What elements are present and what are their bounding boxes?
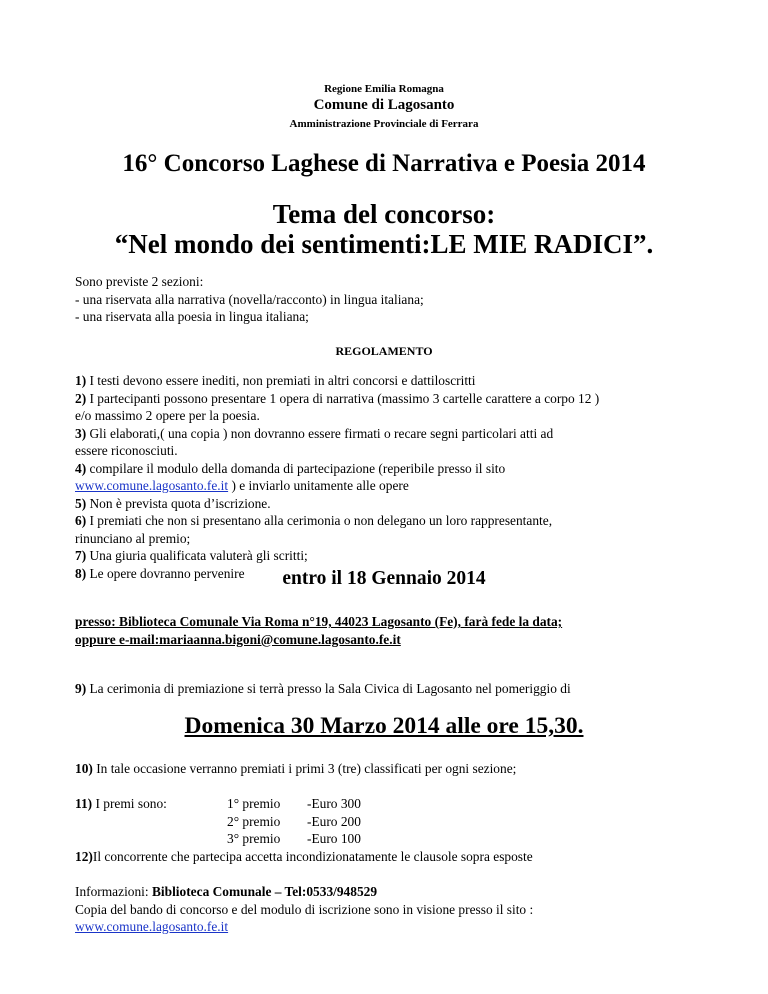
rule-item: [75, 760, 735, 778]
submission-address: [75, 613, 715, 648]
prize-amount: -Euro 200: [307, 813, 361, 829]
rule-item: [75, 848, 735, 866]
rule-item: [75, 495, 715, 513]
ceremony-date-text: Domenica 30 Marzo 2014 alle ore 15,30.: [184, 713, 584, 739]
prize-row: [75, 813, 715, 831]
intro-line: - una riservata alla narrativa (novella/racconto) in lingua italiana;: [75, 291, 424, 307]
rule-text: ) e inviarlo unitamente alle opere: [228, 478, 409, 493]
rule-number: 9): [75, 681, 87, 696]
rule-text: In tale occasione verranno premiati i primi 3 (tre) classificati per ogni sezione;: [92, 761, 517, 776]
prize-row: [75, 795, 715, 813]
prize-row: [75, 830, 715, 848]
rule-number: 4): [75, 460, 87, 476]
rule-item: [75, 372, 715, 390]
info-link-line: [75, 918, 735, 936]
intro-line: Sono previste 2 sezioni:: [75, 274, 204, 289]
rule-text: I partecipanti possono presentare 1 opera di narrativa (massimo 3 cartelle carattere a corpo 12 ): [86, 390, 600, 406]
prize-amount: -Euro 300: [307, 796, 361, 811]
prize-amount: -Euro 100: [307, 831, 361, 846]
rule-text: La cerimonia di premiazione si terrà presso la Sala Civica di Lagosanto nel pomeriggio di: [86, 681, 571, 696]
rule-number: 1): [75, 373, 87, 388]
contact-details: Biblioteca Comunale – Tel:0533/948529: [151, 884, 378, 899]
ceremony-date: [0, 713, 768, 740]
rule-number: 6): [75, 513, 87, 528]
deadline-date: entro il 18 Gennaio 2014: [282, 568, 486, 589]
rule-text: I testi devono essere inediti, non premiati in altri concorsi e dattiloscritti: [86, 373, 476, 388]
website-link[interactable]: www.comune.lagosanto.fe.it: [75, 478, 229, 493]
sections-intro: [75, 273, 715, 326]
rule-text: Gli elaborati,( una copia ) non dovranno essere firmati o recare segni particolari atti ad: [86, 425, 554, 441]
rule-number: 5): [75, 495, 87, 511]
rule-item: [75, 512, 715, 530]
rule-text-cont: rinunciano al premio;: [75, 530, 191, 546]
prize-place: 3° premio: [227, 831, 281, 846]
rule-text-cont: [75, 477, 715, 495]
province-header: Amministrazione Provinciale di Ferrara: [289, 118, 479, 130]
rule-text-cont: e/o massimo 2 opere per la poesia.: [75, 408, 260, 423]
email-line: oppure e-mail:mariaanna.bigoni@comune.lagosanto.fe.it: [75, 631, 401, 647]
rule-text: Il concorrente che partecipa accetta incondizionatamente le clausole sopra esposte: [92, 849, 533, 864]
rule-item: [75, 425, 715, 443]
rule-text: I premi sono:: [92, 796, 167, 811]
prize-place: 1° premio: [227, 796, 281, 811]
website-link[interactable]: www.comune.lagosanto.fe.it: [75, 919, 229, 934]
municipality-header: Comune di Lagosanto: [313, 97, 455, 113]
rule-number: 3): [75, 425, 87, 441]
rule-text: Non è prevista quota d’iscrizione.: [86, 495, 271, 511]
intro-line: - una riservata alla poesia in lingua italiana;: [75, 309, 309, 324]
regolamento-heading: REGOLAMENTO: [335, 344, 433, 358]
rule-item: [75, 547, 715, 565]
rule-number: 2): [75, 390, 87, 406]
region-header: Regione Emilia Romagna: [324, 83, 444, 95]
rule-text: I premiati che non si presentano alla cerimonia o non delegano un loro rappresentante,: [86, 513, 553, 528]
rule-text: Le opere dovranno pervenire: [86, 565, 245, 581]
theme-quote: “Nel mondo dei sentimenti:LE MIE RADICI”.: [114, 229, 654, 259]
info-line: [75, 883, 735, 901]
info-section: [75, 883, 735, 936]
rule-item: [75, 680, 735, 698]
rule-text: compilare il modulo della domanda di partecipazione (reperibile presso il sito: [86, 460, 506, 476]
rule-item: [75, 460, 715, 478]
prizes-list: [75, 795, 715, 848]
rule-number: 8): [75, 565, 87, 581]
prize-place: 2° premio: [227, 813, 281, 829]
info-label: Informazioni:: [75, 884, 152, 899]
rule-number: 11): [75, 796, 93, 811]
rule-number: 10): [75, 761, 93, 776]
copy-notice: Copia del bando di concorso e del modulo di iscrizione sono in visione presso il sito :: [75, 901, 534, 917]
rule-number: 7): [75, 548, 87, 563]
prizes-lead: [75, 795, 227, 813]
rule-text: Una giuria qualificata valuterà gli scritti;: [86, 548, 308, 563]
theme-heading: Tema del concorso:: [272, 199, 496, 229]
rule-text-cont: essere riconosciuti.: [75, 443, 178, 458]
rule-number: 12): [75, 849, 93, 864]
rules-list: [75, 372, 715, 582]
address-line: presso: Biblioteca Comunale Via Roma n°19, 44023 Lagosanto (Fe), farà fede la data;: [75, 614, 563, 629]
contest-title: 16° Concorso Laghese di Narrativa e Poesia 2014: [122, 150, 646, 177]
rule-item: [75, 390, 715, 408]
